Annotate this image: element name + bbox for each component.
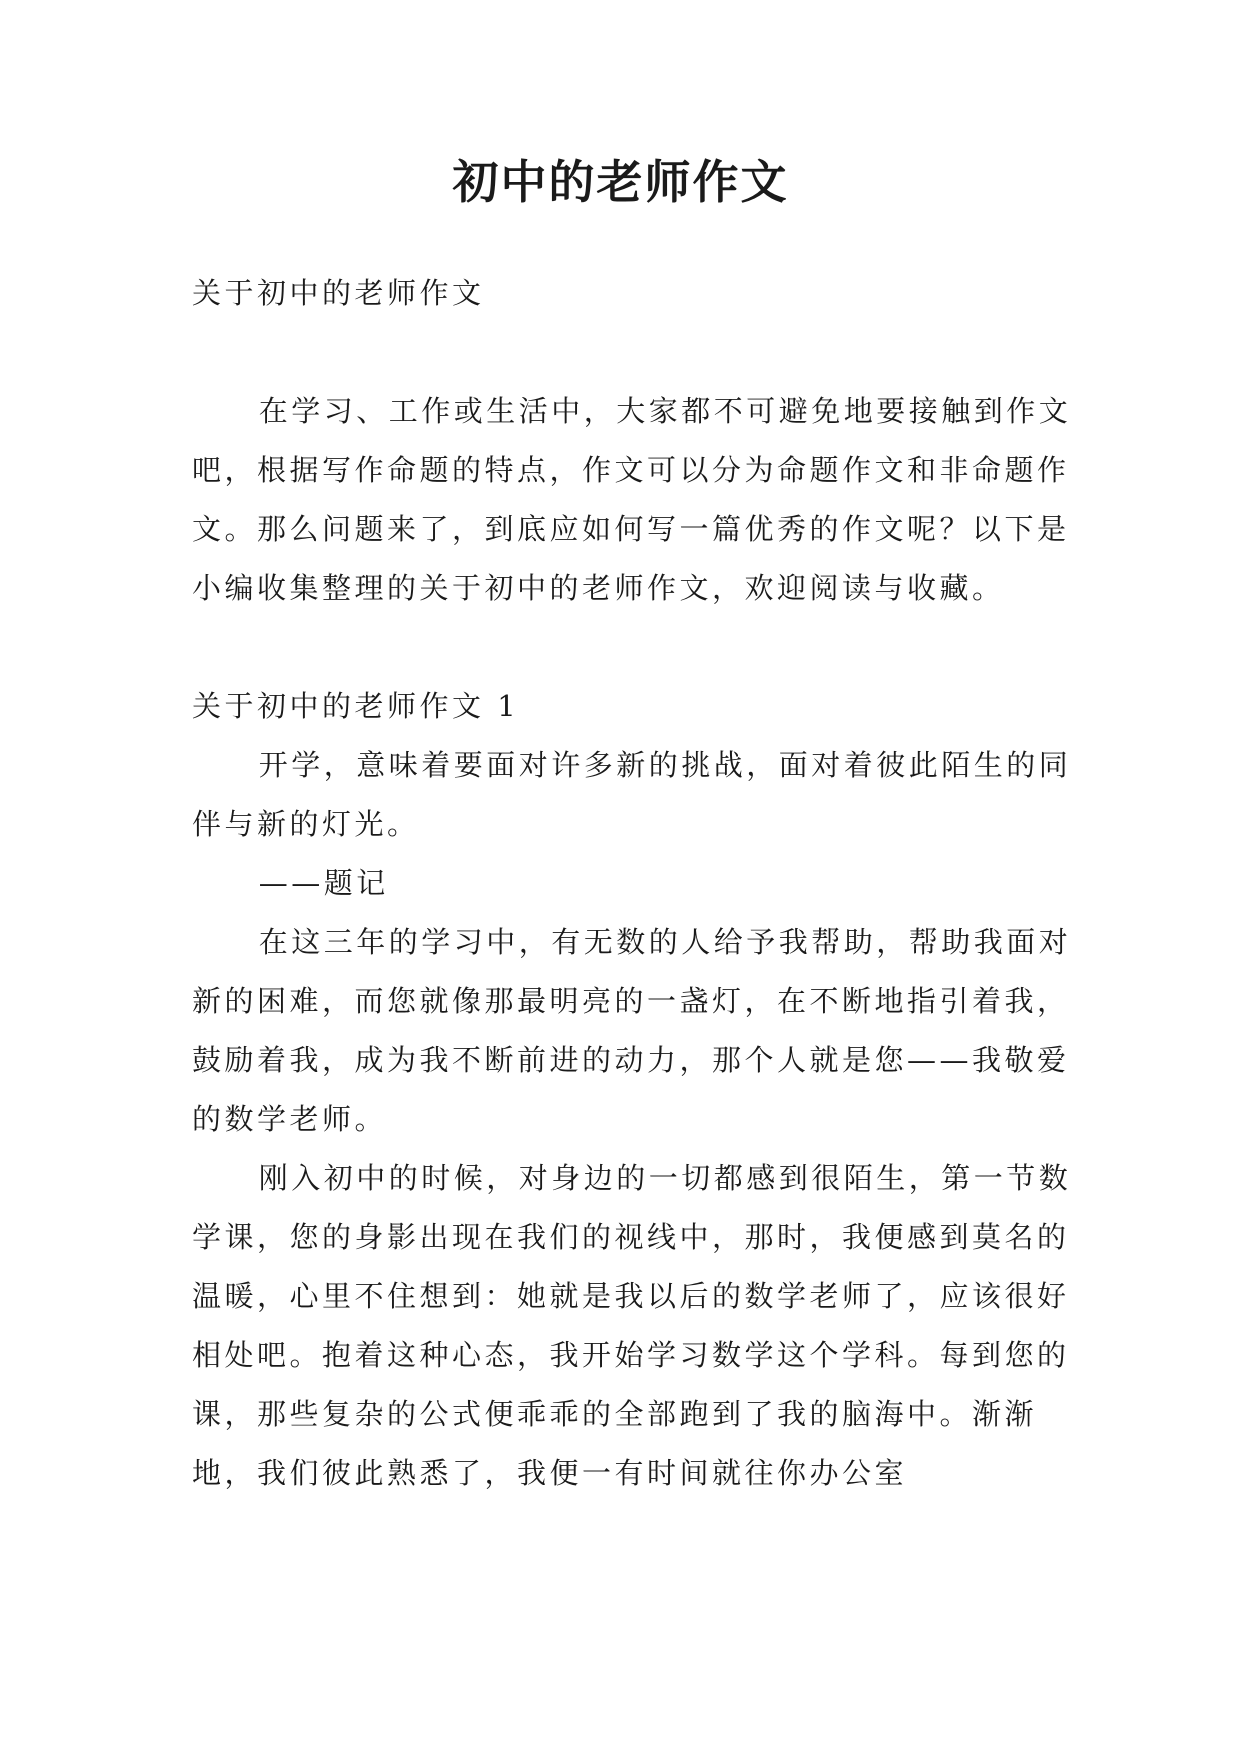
intro-paragraph: 在学习、工作或生活中，大家都不可避免地要接触到作文吧，根据写作命题的特点，作文可以分为命题作文和非命题作文。那么问题来了，到底应如何写一篇优秀的作文呢？以下是小编收集整理的关于初中的老师作文，欢迎阅读与收藏。 xyxy=(192,394,1072,605)
epigraph-attribution: ——题记 xyxy=(258,866,389,900)
body-paragraph: 开学，意味着要面对许多新的挑战，面对着彼此陌生的同伴与新的灯光。 xyxy=(192,748,1072,841)
document-subtitle: 关于初中的老师作文 xyxy=(192,276,485,310)
body-paragraph: 刚入初中的时候，对身边的一切都感到很陌生，第一节数学课，您的身影出现在我们的视线中，那时，我便感到莫名的温暖，心里不住想到：她就是我以后的数学老师了，应该很好相处吧。抱着这种心态，我开始学习数学这个学科。每到您的课，那些复杂的公式便乖乖的全部跑到了我的脑海中。渐渐地，我们彼此熟悉了，我便一有时间就往你办公室 xyxy=(192,1161,1072,1490)
spacer xyxy=(192,323,1072,382)
body-paragraph: 在这三年的学习中，有无数的人给予我帮助，帮助我面对新的困难，而您就像那最明亮的一盏灯，在不断地指引着我，鼓励着我，成为我不断前进的动力，那个人就是您——我敬爱的数学老师。 xyxy=(192,925,1072,1136)
document-body xyxy=(192,264,1072,1503)
document-title: 初中的老师作文 xyxy=(452,155,789,209)
section-heading: 关于初中的老师作文 1 xyxy=(192,689,520,723)
spacer xyxy=(192,618,1072,677)
